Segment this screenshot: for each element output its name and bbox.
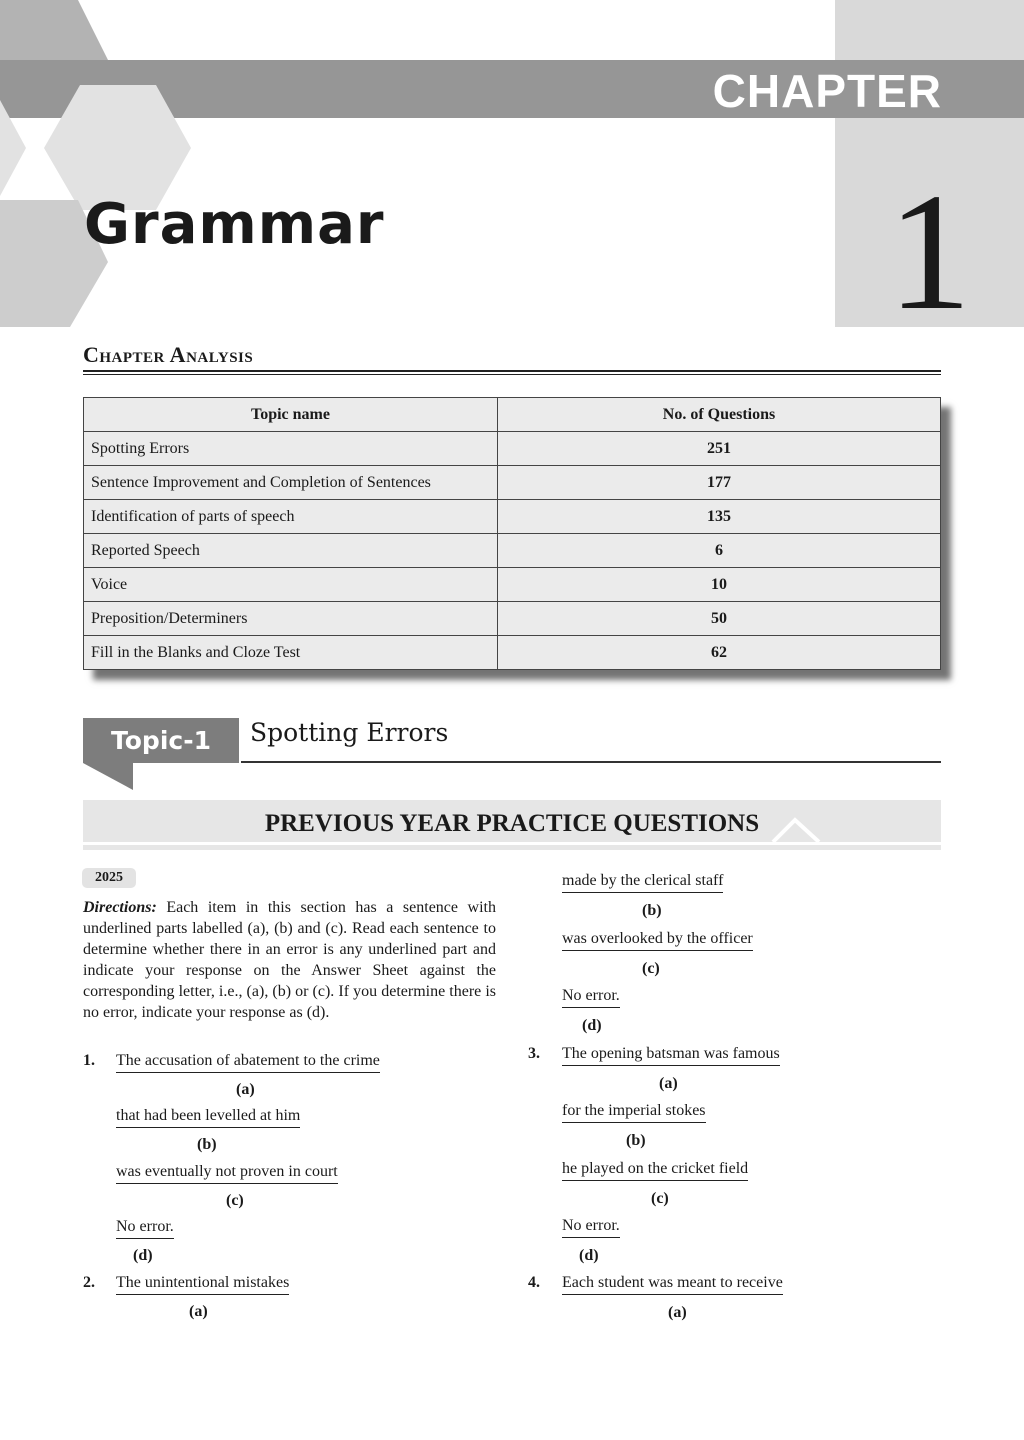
- count-cell: 6: [498, 534, 941, 568]
- year-badge: 2025: [82, 868, 136, 888]
- part-letter: (d): [579, 1247, 599, 1264]
- topic-label: Topic-1: [111, 726, 211, 755]
- topic-banner-tail: [83, 763, 133, 790]
- part-letter: (c): [642, 960, 660, 977]
- topic-name: Spotting Errors: [250, 718, 449, 747]
- topic-cell: Identification of parts of speech: [84, 500, 498, 534]
- topic-cell: Sentence Improvement and Completion of Sentences: [84, 466, 498, 500]
- topic-cell: Spotting Errors: [84, 432, 498, 466]
- part-letter: (a): [236, 1081, 255, 1098]
- directions-body: Each item in this section has a sentence with underlined parts labelled (a), (b) and (c). Read each sentence to determine whether there in an error is any underlined part and indicate your response on the Answer Sheet against the corresponding letter, i.e., (a), (b) or (c). If you determine there is no error, indicate your response as (d).: [83, 899, 496, 1021]
- question-number: 2.: [83, 1274, 95, 1291]
- table-row: [84, 534, 941, 568]
- sentence-part: Each student was meant to receive: [562, 1274, 783, 1295]
- chapter-label: CHAPTER: [712, 65, 942, 117]
- sentence-part: No error.: [562, 1217, 620, 1238]
- part-letter: (a): [189, 1303, 208, 1320]
- topic-cell: Reported Speech: [84, 534, 498, 568]
- sentence-part: No error.: [116, 1218, 174, 1239]
- sentence-part: was overlooked by the officer: [562, 930, 753, 951]
- sentence-part: for the imperial stokes: [562, 1102, 706, 1123]
- part-letter: (a): [659, 1075, 678, 1092]
- topic-cell: Fill in the Blanks and Cloze Test: [84, 636, 498, 670]
- question-number: 1.: [83, 1052, 95, 1069]
- sentence-part: The opening batsman was famous: [562, 1045, 780, 1066]
- sentence-part: made by the clerical staff: [562, 872, 723, 893]
- column-header-topic: Topic name: [84, 398, 498, 432]
- part-letter: (c): [651, 1190, 669, 1207]
- count-cell: 62: [498, 636, 941, 670]
- part-letter: (b): [197, 1136, 217, 1153]
- question-number: 4.: [528, 1274, 540, 1291]
- sentence-part: The accusation of abatement to the crime: [116, 1052, 380, 1073]
- sentence-part: No error.: [562, 987, 620, 1008]
- column-header-count: No. of Questions: [498, 398, 941, 432]
- topic-rule: [241, 761, 941, 763]
- heading-rule: [83, 370, 941, 372]
- part-letter: (b): [626, 1132, 646, 1149]
- table-row: [84, 602, 941, 636]
- table-row: [84, 432, 941, 466]
- part-letter: (a): [668, 1304, 687, 1321]
- sentence-part: he played on the cricket field: [562, 1160, 748, 1181]
- directions-text: [83, 897, 496, 1023]
- count-cell: 10: [498, 568, 941, 602]
- pyq-band-stripe: [83, 845, 941, 850]
- topic-cell: Voice: [84, 568, 498, 602]
- part-letter: (d): [582, 1017, 602, 1034]
- sentence-part: was eventually not proven in court: [116, 1163, 338, 1184]
- chapter-number: 1: [887, 159, 972, 345]
- analysis-heading: Chapter Analysis: [83, 342, 254, 367]
- table-row: [84, 500, 941, 534]
- count-cell: 251: [498, 432, 941, 466]
- analysis-table: [83, 397, 941, 670]
- part-letter: (b): [642, 902, 662, 919]
- table-row: [84, 568, 941, 602]
- pyq-heading: PREVIOUS YEAR PRACTICE QUESTIONS: [264, 810, 760, 837]
- count-cell: 50: [498, 602, 941, 636]
- table-row: [84, 636, 941, 670]
- directions-label: Directions:: [83, 899, 157, 916]
- topic-cell: Preposition/Determiners: [84, 602, 498, 636]
- sentence-part: that had been levelled at him: [116, 1107, 300, 1128]
- analysis-table-wrapper: [83, 397, 941, 670]
- chapter-box-top: [835, 0, 1024, 60]
- part-letter: (c): [226, 1192, 244, 1209]
- chapter-title: Grammar: [84, 192, 385, 257]
- heading-rule-thin: [83, 374, 941, 375]
- question-number: 3.: [528, 1045, 540, 1062]
- table-header-row: [84, 398, 941, 432]
- table-row: [84, 466, 941, 500]
- count-cell: 177: [498, 466, 941, 500]
- sentence-part: The unintentional mistakes: [116, 1274, 289, 1295]
- count-cell: 135: [498, 500, 941, 534]
- part-letter: (d): [133, 1247, 153, 1264]
